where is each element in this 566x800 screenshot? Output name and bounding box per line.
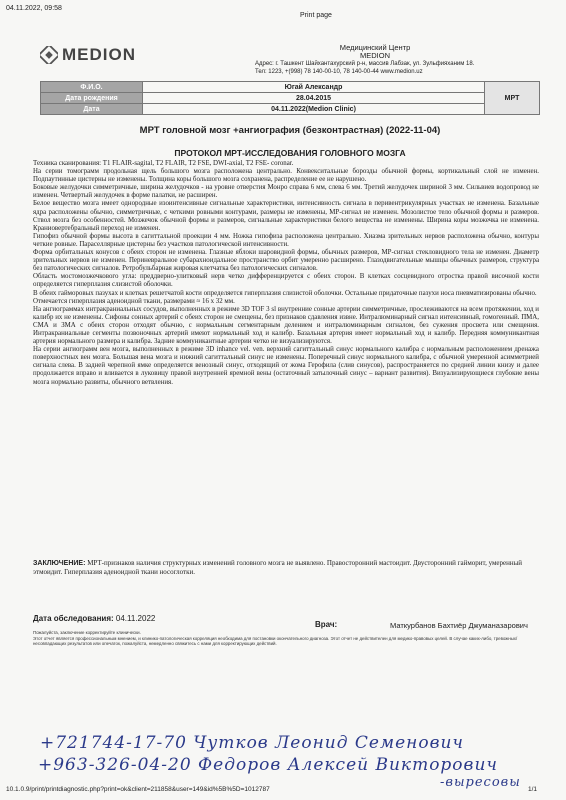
medion-logo-icon xyxy=(40,46,58,64)
report-paragraph: Гипофиз обычной формы высота в сагиттальной проекции 4 мм. Ножка гипофиза расположена центрально. Хиазма зрительных нервов расположена обычно, контуры четкие ровные. Параселлярные цистерны без участков патологической интенсивности. xyxy=(33,232,539,248)
clinic-header xyxy=(215,44,535,76)
logo-text: MEDION xyxy=(62,45,136,64)
fio-label: Ф.И.О. xyxy=(41,82,143,93)
conclusion xyxy=(33,559,539,577)
disclaimer-line: Этот отчет является профессиональным мнением, и клинико-патологическая корреляция необходима для постановки окончательного диагноза. Этот отчет не действителен для медико-правовых целей. В случае каких-либо, тревожных/несовпадающих результатов или опечаток, пожалуйста, немедленно свяжитесь с нами для корректирующих действий. xyxy=(33,635,518,646)
exam-date xyxy=(33,614,155,623)
browser-datetime: 04.11.2022, 09:58 xyxy=(6,5,62,12)
report-paragraph: На серии томограмм продольная щель большого мозга расположена центрально. Конвекситальные борозды обычной формы, кортикальный слой не изменен. Подпаутинные цистерны не изменены. Толщина коры большого мозга сохранена, распределение ее не нарушено. xyxy=(33,168,539,184)
report-paragraph: Область мостомозжечкового угла: преддверно-улитковый нерв четко дифференцируется с обеих сторон. В клетках сосцевидного отростка правой височной кости определяется гиперплазия слизистой оболочки. xyxy=(33,273,539,289)
conclusion-label: ЗАКЛЮЧЕНИЕ: xyxy=(33,560,86,567)
study-title: МРТ головной мозг +ангиография (безконтрастная) (2022-11-04) xyxy=(139,125,441,136)
handwritten-note-line3: -выреcовы xyxy=(440,775,521,790)
date-value: 04.11.2022(Medion Clinic) xyxy=(143,104,485,115)
report-paragraph: На серии ангиограмм вен мозга, выполненных в режиме 3D inhance vel. ven. верхний сагиттальный синус нормального калибра с нормальным расположением дренажа поверхностных вен мозга. Большая вена мозга и нижний сагиттальный синус не изменены. Поперечный синус нормального калибра, с обычной умеренной асимметрией сигнала слева. В задней черепной ямке определяется венозный синус, отходящий от жома Герофила (слив синусов), распространяется по средней линии книзу и далее продолжается вправо и вливается в луковицу правой внутренней яремной вены (остаточный затылочный синус – вариант развития). Визуализирующиеся глубокие вены мозга нормально развиты, обычного ветвления. xyxy=(33,346,539,386)
protocol-title: ПРОТОКОЛ МРТ-ИССЛЕДОВАНИЯ ГОЛОВНОГО МОЗГА xyxy=(174,148,406,158)
exam-date-value: 04.11.2022 xyxy=(115,614,156,623)
report-paragraph: На ангиограммах интракраниальных сосудов, выполненных в режиме 3D TOF 3 sl внутренние сонные артерии симметричные, прослеживаются на всем протяжении, ход и калибр их не изменены. Сифоны сонных артерий с обеих сторон не смещены, без признаков сдавления извне. Интралюминарный сигнал интенсивный, гомогенный. ПМА, СМА и ЗМА с обеих сторон отходят обычно, с нормальным сегментарным делением и интралюминарным сигналом, без сужения просвета или смещения. Интракраниальные сегменты позвоночных артерий имеют нормальный ход и калибр. Базальная артерия имеет нормальный ход и калибр. Передняя коммуникантная артерия нормального размера и калибра. Задние коммуникантные артерии четко не визуализируются. xyxy=(33,305,539,346)
clinic-phones: Тел: 1223, +(998) 78 140-00-10, 78 140-00-44 www.medion.uz xyxy=(255,69,423,75)
disclaimer xyxy=(33,630,539,647)
report-body xyxy=(33,160,539,387)
print-url: 10.1.0.9/print/printdiagnostic.php?print=ok&client=211858&user=149&id%5B%5D=1012787 xyxy=(6,786,270,793)
handwritten-note-line2: +963-326-04-20 Федоров Алексей Викторович xyxy=(38,755,498,775)
doctor-name: Маткурбанов Бахтиёр Джуманазарович xyxy=(390,621,528,630)
clinic-name-line1: Медицинский Центр xyxy=(339,43,411,52)
fio-value: Югай Александр xyxy=(143,82,485,93)
report-paragraph: Белое вещество мозга имеет однородные изоинтенсивные сигнальные характеристики, интенсивность сигнала в перивентрикулярных участках не изменена. Базальные ядра расположены обычно, симметричные, с четкими ровными контурами, размеры не изменены, МР-сигнал не изменен. Мозолистое тело обычной формы и размеров. Ствол мозга без особенностей. Мозжечок обычной формы и размеров, сигнальные характеристики белого вещества не изменены. Ширина коры мозжечка не изменена. Краниовертебральный переход не изменен. xyxy=(33,200,539,232)
disclaimer-line: Пожалуйста, заключение корректируйте клинически. xyxy=(33,630,141,635)
report-paragraph: Отмечается гиперплазия аденоидной ткани, размерами ≈ 16 x 32 мм. xyxy=(33,297,235,305)
dob-label: Дата рождения xyxy=(41,93,143,104)
modality: МРТ xyxy=(485,82,540,115)
report-paragraph: Форма орбитальных конусов с обеих сторон не изменена. Глазные яблоки шаровидной формы, обычных размеров, МР-сигнал стекловидного тела не изменен. Диаметр зрительных нервов не изменен. Периневральное субарахноидальное пространство орбит умеренно расширено. Глазодвигательные мышцы обычных размеров, структура без патологических сигналов. Ретробульбарная жировая клетчатка без патологических сигналов. xyxy=(33,249,539,273)
conclusion-text: МРТ-признаков наличия структурных изменений головного мозга не выявлено. Правосторонний мастоидит. Двусторонний гайморит, умеренный этмоидит. Гиперплазия аденоидной ткани носоглотки. xyxy=(33,559,523,577)
clinic-logo xyxy=(40,45,136,65)
dob-value: 28.04.2015 xyxy=(143,93,485,104)
clinic-address: Адрес: г. Ташкент Шайхантахурский р-н, массив Лабзак, ул. Зульфияханим 18. xyxy=(255,61,475,67)
report-paragraph: Боковые желудочки симметричные, ширина желудочков - на уровне отверстия Монро справа 6 мм, слева 6 мм. Третий желудочек шириной 3 мм. Сильвиев водопровод не изменен. Четвертый желудочек в форме палатки, не расширен. xyxy=(33,184,539,200)
handwritten-note-line1: +721744-17-70 Чутков Леонид Семенович xyxy=(40,733,464,753)
clinic-name-line2: MEDION xyxy=(360,51,390,60)
patient-info-table xyxy=(40,81,540,115)
page-number: 1/1 xyxy=(528,786,538,793)
report-paragraph: В обеих гайморовых пазухах и клетках решетчатой кости определяется гиперплазия слизистой оболочки. Остальные придаточные пазухи носа пневматизированы обычно. xyxy=(33,289,537,297)
doctor-label: Врач: xyxy=(315,620,338,629)
exam-date-label: Дата обследования: xyxy=(33,614,114,623)
print-page-title: Print page xyxy=(300,12,332,19)
report-paragraph: Техника сканирования: T1 FLAIR-sagital, T2 FLAIR, T2 FSE, DWI-axial, T2 FSE- coronar. xyxy=(33,160,294,167)
date-label: Дата xyxy=(41,104,143,115)
